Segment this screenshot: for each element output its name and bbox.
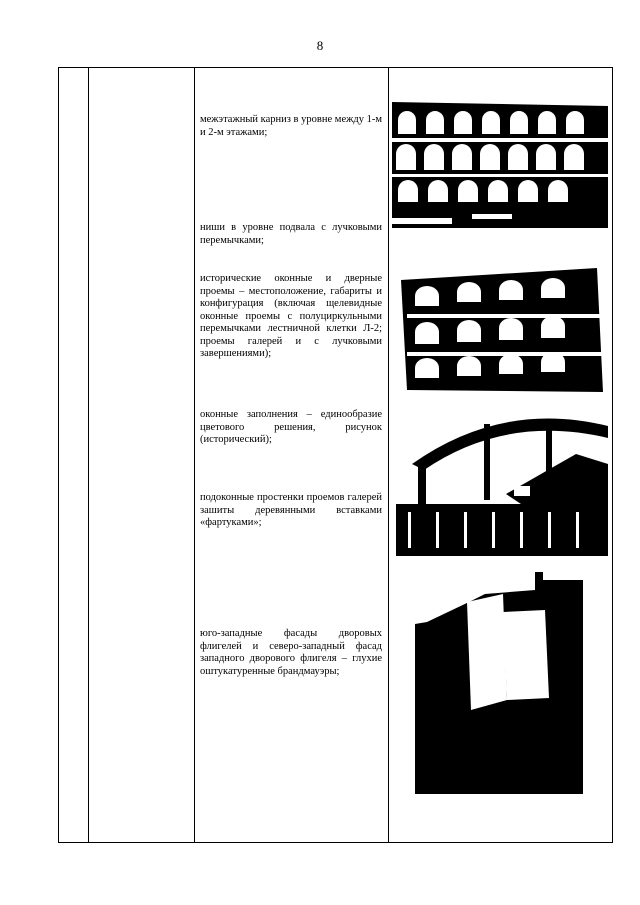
facade-arcade-photo <box>392 94 608 228</box>
item-text-window-door-openings: исторические оконные и дверные проемы – местоположение, габариты и конфигурация (включая щелевидные оконные проемы с полуциркульными перемычками лестничной клетки Л-2; проемы галерей и с лучковыми завершениями); <box>200 273 382 359</box>
column-divider <box>388 68 389 842</box>
page-number: 8 <box>316 38 324 53</box>
courtyard-galleries-photo <box>397 262 606 395</box>
firewalls-courtyard-photo <box>415 572 583 794</box>
item-text-sill-panels: подоконные простенки проемов галерей зашиты деревянными вставками «фартуками»; <box>200 492 382 528</box>
column-divider <box>88 68 89 842</box>
item-text-basement-niches: ниши в уровне подвала с лучковыми перемычками; <box>200 222 382 246</box>
item-text-firewalls: юго-западные фасады дворовых флигелей и северо-западный фасад западного дворового флигеля – глухие оштукатуренные брандмауэры; <box>200 628 382 677</box>
item-text-cornice: межэтажный карниз в уровне между 1-м и 2-м этажами; <box>200 114 382 138</box>
column-divider <box>194 68 195 842</box>
item-text-window-fillings: оконные заполнения – единообразие цветового решения, рисунок (исторический); <box>200 409 382 445</box>
arched-window-photo <box>396 404 608 556</box>
